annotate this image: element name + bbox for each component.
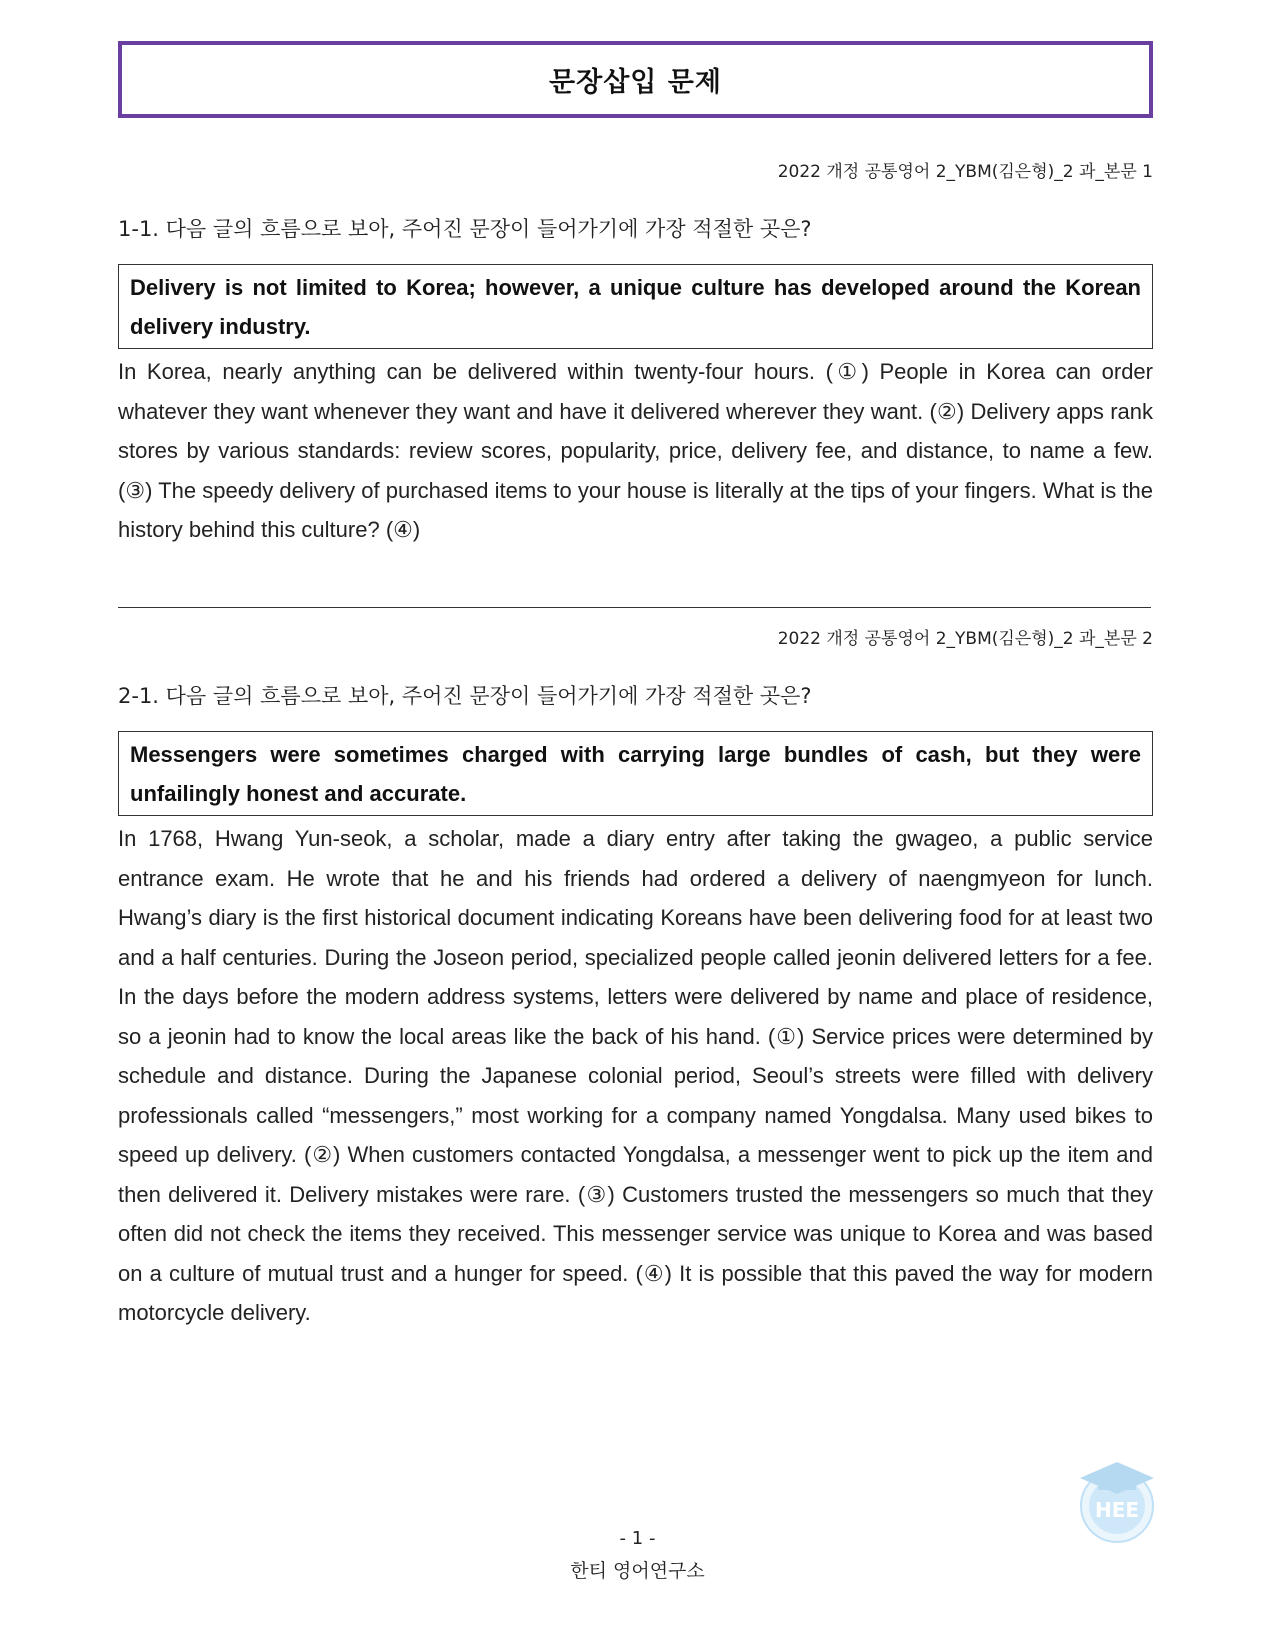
passage-text: In Korea, nearly anything can be delivered within twenty-four hours. (①) People in Korea can order whatever they want whenever they want and have it delivered wherever they want. (②) Delivery apps rank stores by various standards: review scores, popularity, price, delivery fee, and distance, to name a few. (③) The speedy delivery of purchased items to your house is literally at the tips of your fingers. What is the history behind this culture? (④): [118, 359, 1153, 542]
question-section-2: [118, 627, 1153, 1333]
source-label: 2022 개정 공통영어 2_YBM(김은형)_2 과_본문 2: [777, 629, 1153, 649]
given-sentence-box: Messengers were sometimes charged with carrying large bundles of cash, but they were unfailingly honest and accurate.: [118, 731, 1153, 816]
footer-organization: 한티 영어연구소: [570, 1560, 705, 1582]
hee-logo: [1072, 1456, 1162, 1546]
question-section-1: [118, 160, 1153, 550]
graduation-cap-icon: [1072, 1456, 1162, 1546]
question-prompt: 2-1. 다음 글의 흐름으로 보아, 주어진 문장이 들어가기에 가장 적절한 곳은?: [118, 684, 812, 708]
logo-text: HEE: [1094, 1498, 1140, 1522]
source-label: 2022 개정 공통영어 2_YBM(김은형)_2 과_본문 1: [777, 162, 1153, 182]
title-box: [118, 41, 1153, 118]
given-sentence-box: Delivery is not limited to Korea; however, a unique culture has developed around the Korean delivery industry.: [118, 264, 1153, 349]
page-title: 문장삽입 문제: [549, 67, 722, 98]
section-divider: [118, 607, 1151, 608]
page-number: - 1 -: [619, 1528, 656, 1549]
question-prompt: 1-1. 다음 글의 흐름으로 보아, 주어진 문장이 들어가기에 가장 적절한 곳은?: [118, 217, 812, 241]
passage-text: In 1768, Hwang Yun-seok, a scholar, made a diary entry after taking the gwageo, a public service entrance exam. He wrote that he and his friends had ordered a delivery of naengmyeon for lunch. Hwang’s diary is the first historical document indicating Koreans have been delivering food for at least two and a half centuries. During the Joseon period, specialized people called jeonin delivered letters for a fee. In the days before the modern address systems, letters were delivered by name and place of residence, so a jeonin had to know the local areas like the back of his hand. (①) Service prices were determined by schedule and distance. During the Japanese colonial period, Seoul’s streets were filled with delivery professionals called “messengers,” most working for a company named Yongdalsa. Many used bikes to speed up delivery. (②) When customers contacted Yongdalsa, a messenger went to pick up the item and then delivered it. Delivery mistakes were rare. (③) Customers trusted the messengers so much that they often did not check the items they received. This messenger service was unique to Korea and was based on a culture of mutual trust and a hunger for speed. (④) It is possible that this paved the way for modern motorcycle delivery.: [118, 826, 1153, 1325]
